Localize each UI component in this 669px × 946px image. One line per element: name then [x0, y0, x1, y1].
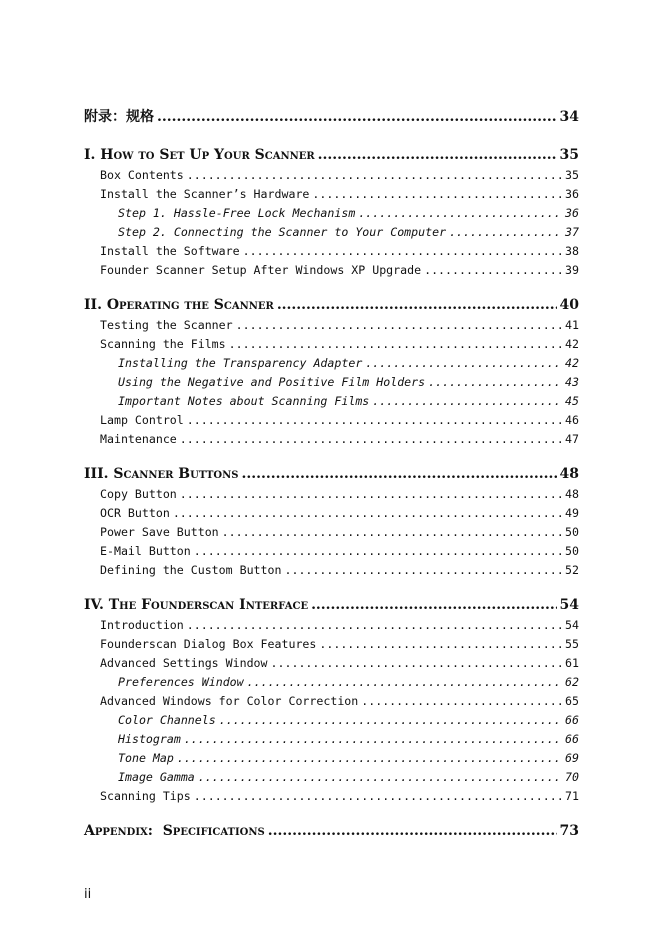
toc-page-number: 48: [559, 466, 579, 482]
toc-entry-title: Tone Map: [118, 751, 174, 765]
toc-chapter-title: Appendix: Specifications: [84, 823, 265, 839]
toc-page-number: 54: [559, 597, 579, 613]
toc-entry-title: Install the Scanner’s Hardware: [100, 187, 310, 201]
dot-leader: [229, 335, 562, 354]
toc-entry-title: Advanced Windows for Color Correction: [100, 694, 359, 708]
toc-subentry[interactable]: [84, 204, 579, 223]
dot-leader: [184, 730, 562, 749]
toc-page-number: 35: [565, 168, 579, 182]
toc-entry[interactable]: [84, 616, 579, 635]
toc-subentry[interactable]: [84, 223, 579, 242]
toc-entry-title: Founderscan Dialog Box Features: [100, 637, 317, 651]
toc-entry-appendix-cn[interactable]: [84, 106, 579, 128]
toc-entry-title: Important Notes about Scanning Films: [118, 394, 370, 408]
toc-page-number: 66: [565, 732, 579, 746]
dot-leader: [157, 106, 557, 128]
toc-entry-title: Step 1. Hassle-Free Lock Mechanism: [118, 206, 356, 220]
toc-entry-title: Preferences Window: [118, 675, 244, 689]
toc-entry-title: OCR Button: [100, 506, 170, 520]
toc-chapter-3[interactable]: [84, 463, 579, 485]
dot-leader: [358, 204, 562, 223]
toc-entry-title: Image Gamma: [118, 770, 195, 784]
toc-page-number: 39: [565, 263, 579, 277]
toc-chapter-title: I. How to Set Up Your Scanner: [84, 147, 315, 163]
toc-page-number: 50: [565, 525, 579, 539]
toc-entry[interactable]: [84, 485, 579, 504]
toc-entry[interactable]: [84, 542, 579, 561]
dot-leader: [187, 166, 562, 185]
toc-entry-title: Color Channels: [118, 713, 216, 727]
toc-entry-title: 附录：规格: [84, 109, 154, 125]
dot-leader: [319, 635, 562, 654]
dot-leader: [236, 316, 562, 335]
toc-entry-title: Introduction: [100, 618, 184, 632]
toc-page-number: 45: [565, 394, 579, 408]
toc-entry[interactable]: [84, 185, 579, 204]
dot-leader: [198, 768, 562, 787]
toc-entry-title: Advanced Settings Window: [100, 656, 268, 670]
toc-entry-title: Using the Negative and Positive Film Holders: [118, 375, 426, 389]
dot-leader: [243, 242, 562, 261]
dot-leader: [241, 463, 556, 485]
toc-entry[interactable]: [84, 430, 579, 449]
toc-page-number: 73: [559, 823, 579, 839]
toc-page-number: 66: [565, 713, 579, 727]
dot-leader: [365, 354, 562, 373]
toc-subentry[interactable]: [84, 730, 579, 749]
dot-leader: [271, 654, 563, 673]
toc-entry[interactable]: [84, 411, 579, 430]
toc-page-number: 37: [565, 225, 579, 239]
toc-entry[interactable]: [84, 166, 579, 185]
dot-leader: [268, 820, 557, 842]
toc-page-number: 54: [565, 618, 579, 632]
toc-page-number: 52: [565, 563, 579, 577]
dot-leader: [312, 185, 562, 204]
toc-page-number: 61: [565, 656, 579, 670]
dot-leader: [180, 430, 562, 449]
toc-page-number: 71: [565, 789, 579, 803]
toc-subentry[interactable]: [84, 373, 579, 392]
dot-leader: [173, 504, 562, 523]
toc-entry[interactable]: [84, 561, 579, 580]
toc-page-number: 65: [565, 694, 579, 708]
dot-leader: [180, 485, 562, 504]
toc-subentry[interactable]: [84, 711, 579, 730]
toc-entry-title: E-Mail Button: [100, 544, 191, 558]
toc-entry-title: Founder Scanner Setup After Windows XP Upgrade: [100, 263, 422, 277]
toc-page-number: 38: [565, 244, 579, 258]
toc-subentry[interactable]: [84, 392, 579, 411]
dot-leader: [449, 223, 562, 242]
dot-leader: [194, 542, 562, 561]
toc-entry[interactable]: [84, 654, 579, 673]
toc-entry-title: Lamp Control: [100, 413, 184, 427]
toc-page-number: 35: [559, 147, 579, 163]
toc-page-number: 48: [565, 487, 579, 501]
toc-entry[interactable]: [84, 504, 579, 523]
toc-entry-title: Step 2. Connecting the Scanner to Your Computer: [118, 225, 447, 239]
dot-leader: [222, 523, 562, 542]
toc-chapter-4[interactable]: [84, 594, 579, 616]
toc-subentry[interactable]: [84, 768, 579, 787]
toc-page-number: 42: [565, 356, 579, 370]
toc-entry-title: Box Contents: [100, 168, 184, 182]
toc-entry-title: Copy Button: [100, 487, 177, 501]
dot-leader: [187, 616, 562, 635]
dot-leader: [311, 594, 556, 616]
dot-leader: [284, 561, 562, 580]
toc-entry-title: Testing the Scanner: [100, 318, 233, 332]
toc-entry-title: Scanning Tips: [100, 789, 191, 803]
toc-subentry[interactable]: [84, 354, 579, 373]
toc-entry-title: Histogram: [118, 732, 181, 746]
toc-page-number: 36: [565, 187, 579, 201]
toc-page-number: 43: [565, 375, 579, 389]
dot-leader: [361, 692, 562, 711]
toc-page-number: 69: [565, 751, 579, 765]
toc-entry-title: Defining the Custom Button: [100, 563, 282, 577]
toc-page-number: 40: [559, 297, 579, 313]
dot-leader: [187, 411, 562, 430]
dot-leader: [318, 144, 557, 166]
dot-leader: [277, 294, 557, 316]
toc-page-number: 46: [565, 413, 579, 427]
dot-leader: [177, 749, 562, 768]
toc-page-number: 34: [559, 109, 579, 125]
toc-entry[interactable]: [84, 692, 579, 711]
toc-subentry[interactable]: [84, 673, 579, 692]
dot-leader: [194, 787, 562, 806]
toc-page-number: 50: [565, 544, 579, 558]
toc-page-number: 42: [565, 337, 579, 351]
toc-chapter-1[interactable]: [84, 144, 579, 166]
toc-page-number: 70: [565, 770, 579, 784]
toc-entry[interactable]: [84, 335, 579, 354]
dot-leader: [247, 673, 562, 692]
toc-page-number: 36: [565, 206, 579, 220]
toc-page-number: 55: [565, 637, 579, 651]
dot-leader: [372, 392, 562, 411]
toc-entry-title: Power Save Button: [100, 525, 219, 539]
page-footer-number: ii: [84, 887, 92, 902]
toc-page-number: 41: [565, 318, 579, 332]
toc-entry-title: Installing the Transparency Adapter: [118, 356, 363, 370]
toc-appendix[interactable]: [84, 820, 579, 842]
toc-subentry[interactable]: [84, 749, 579, 768]
dot-leader: [424, 261, 562, 280]
toc-page-number: 47: [565, 432, 579, 446]
toc-chapter-title: III. Scanner Buttons: [84, 466, 239, 482]
toc-entry[interactable]: [84, 261, 579, 280]
toc-chapter-2[interactable]: [84, 294, 579, 316]
toc-chapter-title: IV. The Founderscan Interface: [84, 597, 309, 613]
toc-entry-title: Maintenance: [100, 432, 177, 446]
toc-entry[interactable]: [84, 523, 579, 542]
table-of-contents: [84, 106, 579, 842]
dot-leader: [219, 711, 562, 730]
toc-entry-title: Scanning the Films: [100, 337, 226, 351]
dot-leader: [428, 373, 562, 392]
toc-entry[interactable]: [84, 635, 579, 654]
toc-entry-title: Install the Software: [100, 244, 240, 258]
toc-page-number: 49: [565, 506, 579, 520]
toc-entry[interactable]: [84, 787, 579, 806]
toc-entry[interactable]: [84, 242, 579, 261]
toc-chapter-title: II. Operating the Scanner: [84, 297, 274, 313]
toc-page-number: 62: [565, 675, 579, 689]
toc-entry[interactable]: [84, 316, 579, 335]
